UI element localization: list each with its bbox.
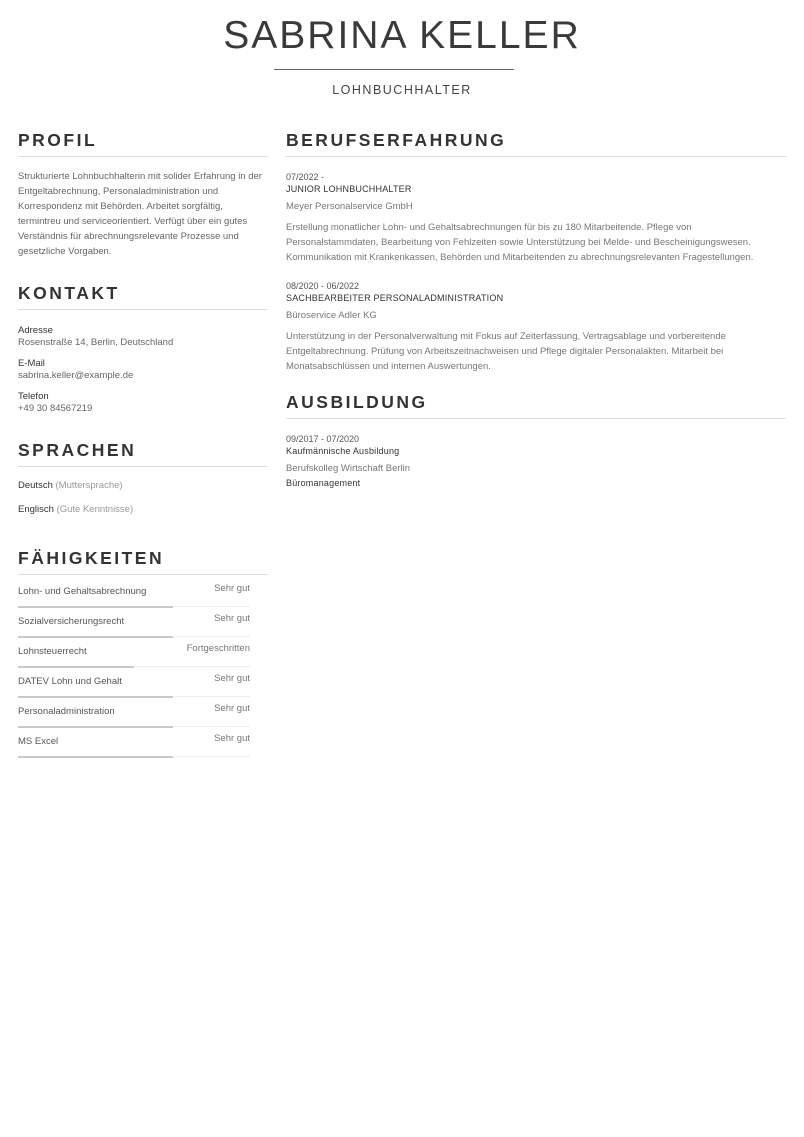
skill-name: DATEV Lohn und Gehalt <box>18 676 122 687</box>
entry-school: Berufskolleg Wirtschaft Berlin <box>286 463 411 474</box>
address-value: Rosenstraße 14, Berlin, Deutschland <box>18 337 174 348</box>
skill-row <box>18 727 268 757</box>
job-title: LOHNBUCHHALTER <box>332 83 472 97</box>
contact-section <box>18 283 268 415</box>
entry-date: 09/2017 - 07/2020 <box>286 434 360 444</box>
skill-name: Sozialversicherungsrecht <box>18 616 125 627</box>
experience-entry <box>286 280 786 374</box>
skill-bar <box>18 756 250 757</box>
section-title-skills: FÄHIGKEITEN <box>18 548 268 575</box>
skill-level: Fortgeschritten <box>186 643 250 654</box>
skill-row <box>18 577 268 607</box>
contact-phone <box>18 391 268 415</box>
skill-name: Lohn- und Gehaltsabrechnung <box>18 586 147 597</box>
email-label: E-Mail <box>18 358 45 369</box>
entry-company: Büroservice Adler KG <box>286 310 377 321</box>
skill-level: Sehr gut <box>214 733 250 744</box>
section-title-profile: PROFIL <box>18 130 268 157</box>
skill-bar-fill <box>18 756 173 758</box>
skill-name: MS Excel <box>18 736 59 747</box>
section-title-education: AUSBILDUNG <box>286 392 786 419</box>
education-section <box>286 392 786 490</box>
skill-row <box>18 697 268 727</box>
language-item <box>18 504 268 516</box>
language-name: Englisch <box>18 504 54 515</box>
entry-degree: Kaufmännische Ausbildung <box>286 446 400 456</box>
candidate-name: SABRINA KELLER <box>223 14 581 57</box>
profile-text: Strukturierte Lohnbuchhalterin mit solider Erfahrung in der Entgeltabrechnung, Personaladministration und Korrespondenz mit Behörden. Arbeitet sorgfältig, termintreu und serviceorientiert. Verfügt über ein gutes Verständnis für abrechnungsrelevante Prozesse und gesetzliche Vorgaben. <box>18 171 262 257</box>
address-label: Adresse <box>18 325 53 336</box>
section-title-languages: SPRACHEN <box>18 440 268 467</box>
entry-role: SACHBEARBEITER PERSONALADMINISTRATION <box>286 293 504 303</box>
section-title-experience: BERUFSERFAHRUNG <box>286 130 786 157</box>
email-value[interactable]: sabrina.keller@example.de <box>18 370 134 381</box>
left-column <box>18 130 268 757</box>
skills-list <box>18 577 268 757</box>
experience-entry <box>286 171 786 265</box>
skill-level: Sehr gut <box>214 613 250 624</box>
experience-section <box>286 130 786 374</box>
contact-email <box>18 358 268 382</box>
skill-level: Sehr gut <box>214 703 250 714</box>
education-entry <box>286 433 786 490</box>
entry-role: JUNIOR LOHNBUCHHALTER <box>286 184 412 194</box>
language-item <box>18 480 268 492</box>
skill-row <box>18 637 268 667</box>
skill-level: Sehr gut <box>214 583 250 594</box>
skill-name: Personaladministration <box>18 706 115 717</box>
entry-description: Unterstützung in der Personalverwaltung mit Fokus auf Zeiterfassung, Vertragsablage und vorbereitende Entgeltabrechnung. Prüfung von Arbeitszeitnachweisen und Pflege digitaler Personalakten. Mitarbeit bei Monatsabschlüssen und internen Auswertungen. <box>286 331 726 372</box>
skill-name: Lohnsteuerrecht <box>18 646 87 657</box>
entry-field: Büromanagement <box>286 478 361 488</box>
entry-description: Erstellung monatlicher Lohn- und Gehaltsabrechnungen für bis zu 180 Mitarbeitende. Pflege von Personalstammdaten, Bearbeitung von Fehlzeiten sowie Unterstützung bei Melde- und Bescheinigungswesen. Kommunikation mit Krankenkassen, Behörden und Mitarbeitenden zu abrechnungsrelevanten Fragestellungen. <box>286 222 754 263</box>
language-level: (Gute Kenntnisse) <box>56 504 134 515</box>
skill-level: Sehr gut <box>214 673 250 684</box>
entry-date: 07/2022 - <box>286 172 325 182</box>
phone-value: +49 30 84567219 <box>18 403 93 414</box>
right-column <box>286 130 786 490</box>
language-level: (Muttersprache) <box>55 480 123 491</box>
skill-row <box>18 667 268 697</box>
entry-date: 08/2020 - 06/2022 <box>286 281 360 291</box>
skill-row <box>18 607 268 637</box>
phone-label: Telefon <box>18 391 49 402</box>
profile-section <box>18 130 268 259</box>
section-title-contact: KONTAKT <box>18 283 268 310</box>
skills-section <box>18 548 268 757</box>
language-name: Deutsch <box>18 480 53 491</box>
entry-company: Meyer Personalservice GmbH <box>286 201 413 212</box>
name-divider <box>274 69 514 70</box>
languages-section <box>18 440 268 516</box>
contact-address <box>18 325 268 349</box>
